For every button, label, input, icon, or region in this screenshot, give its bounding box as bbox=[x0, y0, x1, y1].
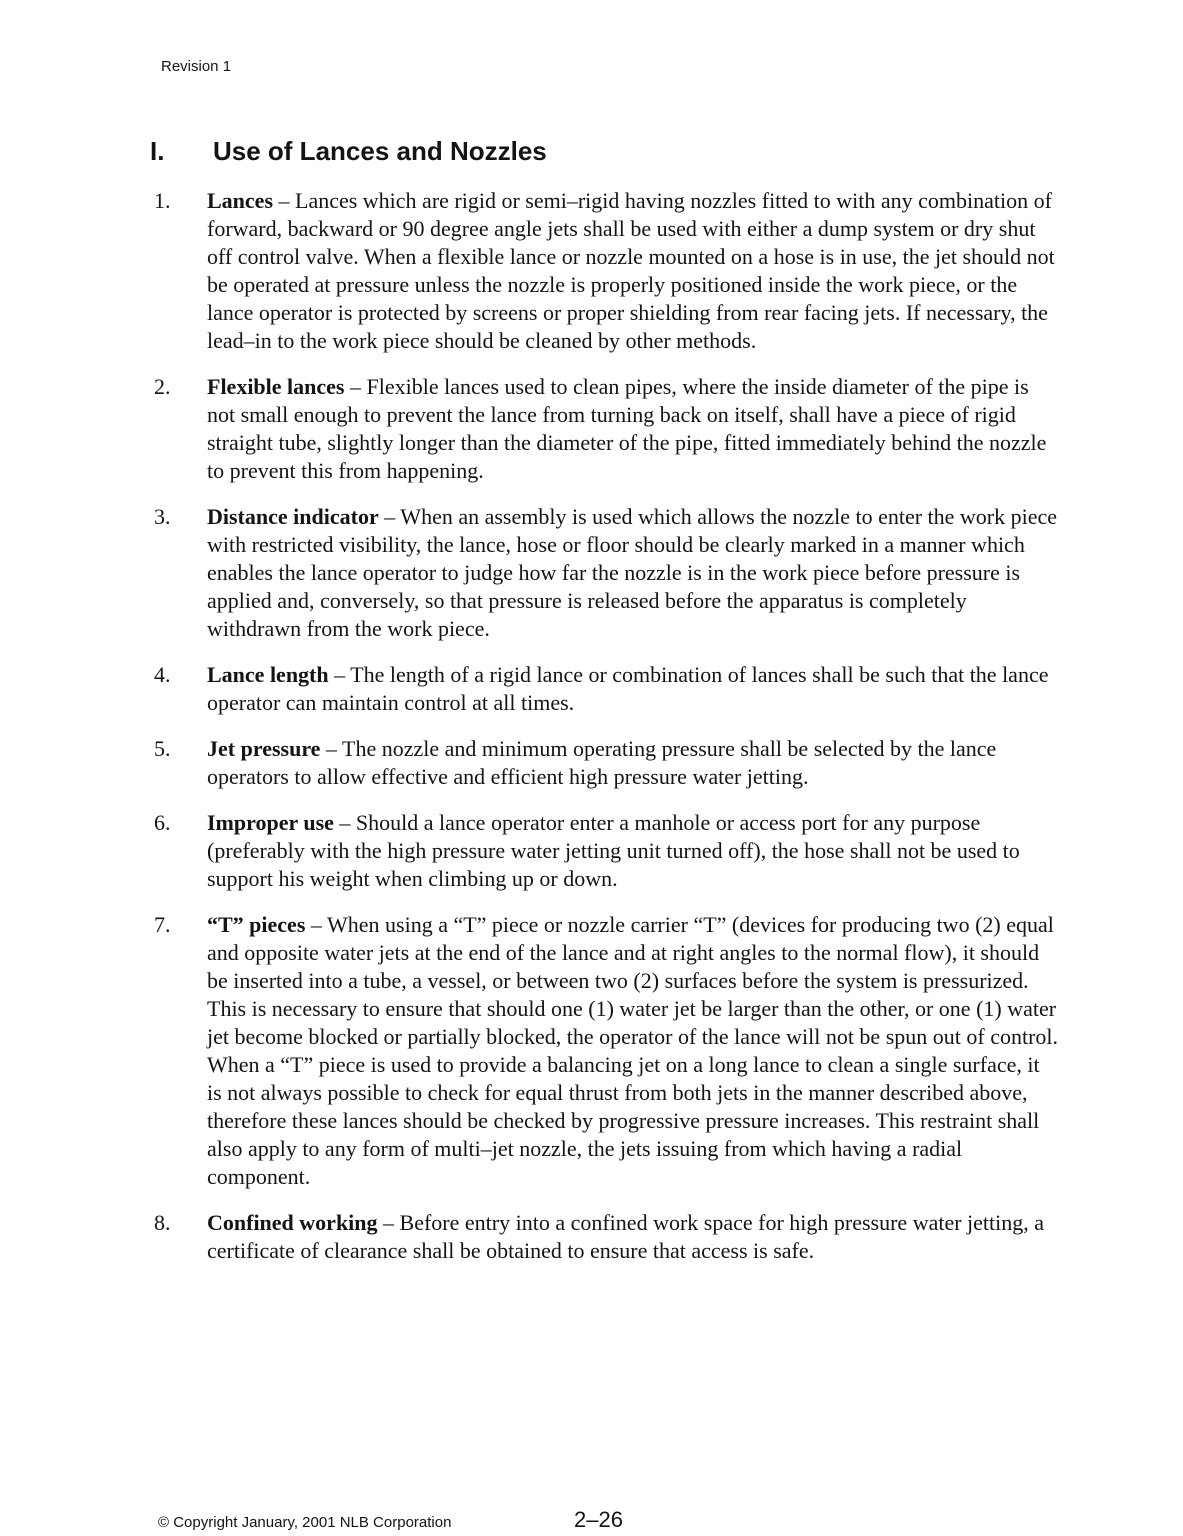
section-heading bbox=[150, 136, 547, 167]
item-term: Lance length bbox=[207, 662, 329, 687]
item-term: Lances bbox=[207, 188, 273, 213]
item-number: 7. bbox=[154, 912, 171, 937]
page-number: 2–26 bbox=[574, 1507, 623, 1532]
item-term: Flexible lances bbox=[207, 374, 345, 399]
item-body bbox=[207, 503, 1059, 643]
item-body bbox=[207, 373, 1059, 485]
item-text: – Lances which are rigid or semi–rigid having nozzles fitted to with any combination of forward, backward or 90 degree angle jets shall be used with either a dump system or dry shut off control valve. When a flexible lance or nozzle mounted on a hose is in use, the jet should not be operated at pressure unless the nozzle is properly positioned inside the work piece, or the lance operator is protected by screens or proper shielding from rear facing jets. If necessary, the lead–in to the work piece should be cleaned by other methods. bbox=[207, 188, 1055, 353]
item-term: Distance indicator bbox=[207, 504, 379, 529]
item-text: – Before entry into a confined work space for high pressure water jetting, a certificate of clearance shall be obtained to ensure that access is safe. bbox=[207, 1210, 1045, 1263]
list-item-distance-indicator bbox=[154, 503, 1059, 643]
item-text: – Should a lance operator enter a manhole or access port for any purpose (preferably with the high pressure water jetting unit turned off), the hose shall not be used to support his weight when climbing up or down. bbox=[207, 810, 1020, 891]
item-term: Jet pressure bbox=[207, 736, 321, 761]
list-item-lances bbox=[154, 187, 1059, 355]
list-item-lance-length bbox=[154, 661, 1059, 717]
item-body bbox=[207, 187, 1059, 355]
list-item-flexible-lances bbox=[154, 373, 1059, 485]
item-text: – When an assembly is used which allows the nozzle to enter the work piece with restricted visibility, the lance, hose or floor should be clearly marked in a manner which enables the lance operator to judge how far the nozzle is in the work piece before pressure is applied and, conversely, so that pressure is released before the apparatus is completely withdrawn from the work piece. bbox=[207, 504, 1058, 641]
list-item-improper-use bbox=[154, 809, 1059, 893]
list-item-jet-pressure bbox=[154, 735, 1059, 791]
item-text: – Flexible lances used to clean pipes, where the inside diameter of the pipe is not small enough to prevent the lance from turning back on itself, shall have a piece of rigid straight tube, slightly longer than the diameter of the pipe, fitted immediately behind the nozzle to prevent this from happening. bbox=[207, 374, 1047, 483]
copyright-notice: © Copyright January, 2001 NLB Corporation bbox=[158, 1514, 452, 1531]
item-term: Confined working bbox=[207, 1210, 378, 1235]
item-number: 4. bbox=[154, 662, 171, 687]
item-number: 1. bbox=[154, 188, 171, 213]
section-title: Use of Lances and Nozzles bbox=[213, 136, 547, 166]
item-number: 8. bbox=[154, 1210, 171, 1235]
item-number: 2. bbox=[154, 374, 171, 399]
item-text: – The length of a rigid lance or combination of lances shall be such that the lance operator can maintain control at all times. bbox=[207, 662, 1049, 715]
item-term: “T” pieces bbox=[207, 912, 306, 937]
item-body bbox=[207, 1209, 1059, 1265]
item-number: 3. bbox=[154, 504, 171, 529]
list-item-t-pieces bbox=[154, 911, 1059, 1191]
item-body bbox=[207, 809, 1059, 893]
item-body bbox=[207, 735, 1059, 791]
item-body bbox=[207, 661, 1059, 717]
revision-label: Revision 1 bbox=[161, 58, 232, 75]
item-number: 5. bbox=[154, 736, 171, 761]
section-number: I. bbox=[150, 136, 165, 166]
item-text: – When using a “T” piece or nozzle carrier “T” (devices for producing two (2) equal and opposite water jets at the end of the lance and at right angles to the normal flow), it should be inserted into a tube, a vessel, or between two (2) surfaces before the system is pressurized. This is necessary to ensure that should one (1) water jet be larger than the other, or one (1) water jet become blocked or partially blocked, the operator of the lance will not be spun out of control. When a “T” piece is used to provide a balancing jet on a long lance to clean a single surface, it is not always possible to check for equal thrust from both jets in the manner described above, therefore these lances should be checked by progressive pressure increases. This restraint shall also apply to any form of multi–jet nozzle, the jets issuing from which having a radial component. bbox=[207, 912, 1059, 1189]
item-term: Improper use bbox=[207, 810, 334, 835]
numbered-list bbox=[154, 187, 1059, 1283]
item-number: 6. bbox=[154, 810, 171, 835]
list-item-confined-working bbox=[154, 1209, 1059, 1265]
item-text: – The nozzle and minimum operating pressure shall be selected by the lance operators to allow effective and efficient high pressure water jetting. bbox=[207, 736, 997, 789]
item-body bbox=[207, 911, 1059, 1191]
